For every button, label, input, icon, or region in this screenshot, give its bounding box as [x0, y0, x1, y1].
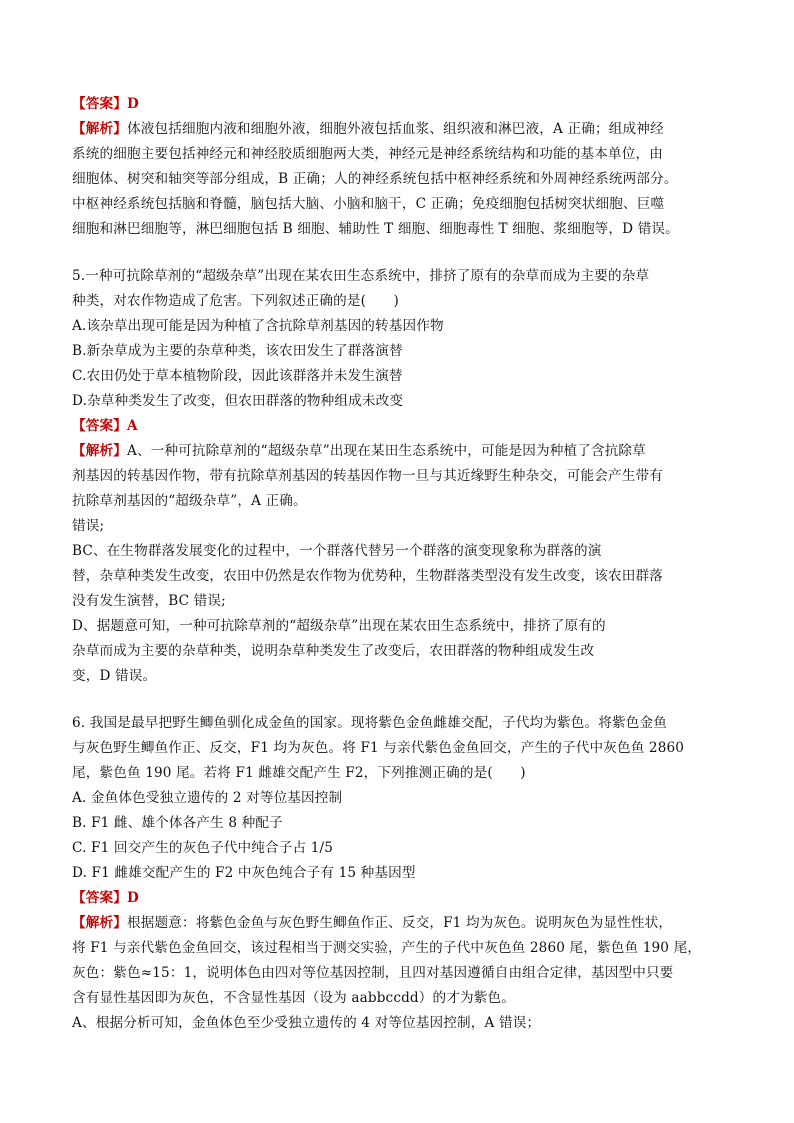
q5-stem-line-2: 种类，对农作物造成了危害。下列叙述正确的是( )	[72, 293, 400, 309]
q4-analysis-line-5: 细胞和淋巴细胞等，淋巴细胞包括 B 细胞、辅助性 T 细胞、细胞毒性 T 细胞、浆细胞等，D 错误。	[72, 221, 679, 237]
q6-analysis-line-2: 将 F1 与亲代紫色金鱼回交，该过程相当于测交实验，产生的子代中灰色鱼 2860 尾，紫色鱼 190 尾，	[72, 940, 702, 956]
answer-value: A	[126, 418, 138, 434]
q6-stem-line-3: 尾，紫色鱼 190 尾。若将 F1 雌雄交配产生 F2，下列推测正确的是( )	[72, 765, 526, 781]
analysis-tag: 【解析】	[72, 443, 127, 459]
q5-stem-line-1: 5.一种可抗除草剂的“超级杂草”出现在某农田生态系统中，排挤了原有的杂草而成为主要的杂草	[72, 268, 650, 284]
q6-stem-line-1: 6. 我国是最早把野生鲫鱼驯化成金鱼的国家。现将紫色金鱼雌雄交配，子代均为紫色。将紫色金鱼	[72, 715, 667, 731]
q5-analysis-line-1: 【解析】A、一种可抗除草剂的“超级杂草”出现在某田生态系统中，可能是因为种植了含抗除草	[72, 443, 646, 459]
q4-analysis-line-4: 中枢神经系统包括脑和脊髓，脑包括大脑、小脑和脑干，C 正确；免疫细胞包括树突状细胞、巨噬	[72, 196, 665, 212]
q5-extra-line-1: 错误;	[72, 518, 105, 534]
q5-extra-line-4: 没有发生演替，BC 错误;	[72, 593, 226, 609]
q6-analysis-line-4: 含有显性基因即为灰色，不含显性基因（设为 aabbccdd）的才为紫色。	[72, 990, 515, 1006]
q6-option-a: A. 金鱼体色受独立遗传的 2 对等位基因控制	[72, 790, 343, 806]
q5-extra-line-5: D、据题意可知，一种可抗除草剂的“超级杂草”出现在某农田生态系统中，排挤了原有的	[72, 618, 606, 634]
q4-answer	[72, 92, 722, 117]
q5-extra-line-7: 变，D 错误。	[72, 668, 157, 684]
q4-analysis-line-3: 细胞体、树突和轴突等部分组成，B 正确；人的神经系统包括中枢神经系统和外周神经系统两部分。	[72, 171, 678, 187]
q6-stem-line-2: 与灰色野生鲫鱼作正、反交，F1 均为灰色。将 F1 与亲代紫色金鱼回交，产生的子代中灰色鱼 2860	[72, 740, 685, 756]
q6-option-b: B. F1 雌、雄个体各产生 8 种配子	[72, 815, 283, 831]
q4-analysis-line-1: 【解析】体液包括细胞内液和细胞外液，细胞外液包括血浆、组织液和淋巴液，A 正确；组成神经	[72, 121, 664, 137]
q6-analysis-line-5: A、根据分析可知，金鱼体色至少受独立遗传的 4 对等位基因控制，A 错误；	[72, 1015, 541, 1031]
q6-option-c: C. F1 回交产生的灰色子代中纯合子占 1/5	[72, 840, 334, 856]
q5-analysis-line-2: 剂基因的转基因作物，带有抗除草剂基因的转基因作物一旦与其近缘野生种杂交，可能会产生带有	[72, 468, 663, 484]
q5-option-a: A.该杂草出现可能是因为种植了含抗除草剂基因的转基因作物	[72, 318, 444, 334]
answer-value: D	[126, 96, 139, 112]
q6-analysis-line-3: 灰色：紫色≈15：1，说明体色由四对等位基因控制，且四对基因遵循自由组合定律，基因型中只要	[72, 965, 674, 981]
q5-extra-line-3: 替，杂草种类发生改变，农田中仍然是农作物为优势种，生物群落类型没有发生改变，该农田群落	[72, 568, 663, 584]
q5-answer	[72, 414, 722, 439]
answer-tag: 【答案】	[72, 890, 127, 906]
q4-analysis-line-2: 系统的细胞主要包括神经元和神经胶质细胞两大类，神经元是神经系统结构和功能的基本单位，由	[72, 146, 663, 162]
q5-option-b: B.新杂草成为主要的杂草种类，该农田发生了群落演替	[72, 343, 403, 359]
analysis-tag: 【解析】	[72, 121, 127, 137]
answer-tag: 【答案】	[72, 418, 127, 434]
q6-answer	[72, 886, 722, 911]
q5-extra-line-2: BC、在生物群落发展变化的过程中，一个群落代替另一个群落的演变现象称为群落的演	[72, 543, 602, 559]
q6-analysis-line-1: 【解析】根据题意：将紫色金鱼与灰色野生鲫鱼作正、反交，F1 均为灰色。说明灰色为显性性状，	[72, 915, 673, 931]
answer-tag: 【答案】	[72, 96, 127, 112]
q5-extra-line-6: 杂草而成为主要的杂草种类，说明杂草种类发生了改变后，农田群落的物种组成发生改	[72, 643, 595, 659]
q5-analysis-line-3: 抗除草剂基因的“超级杂草”，A 正确。	[72, 493, 307, 509]
q5-option-d: D.杂草种类发生了改变，但农田群落的物种组成未改变	[72, 393, 404, 409]
answer-value: D	[126, 890, 139, 906]
q6-option-d: D. F1 雌雄交配产生的 F2 中灰色纯合子有 15 种基因型	[72, 865, 416, 881]
document-page	[72, 92, 722, 1036]
q5-option-c: C.农田仍处于草本植物阶段，因此该群落并未发生演替	[72, 368, 403, 384]
analysis-tag: 【解析】	[72, 915, 127, 931]
